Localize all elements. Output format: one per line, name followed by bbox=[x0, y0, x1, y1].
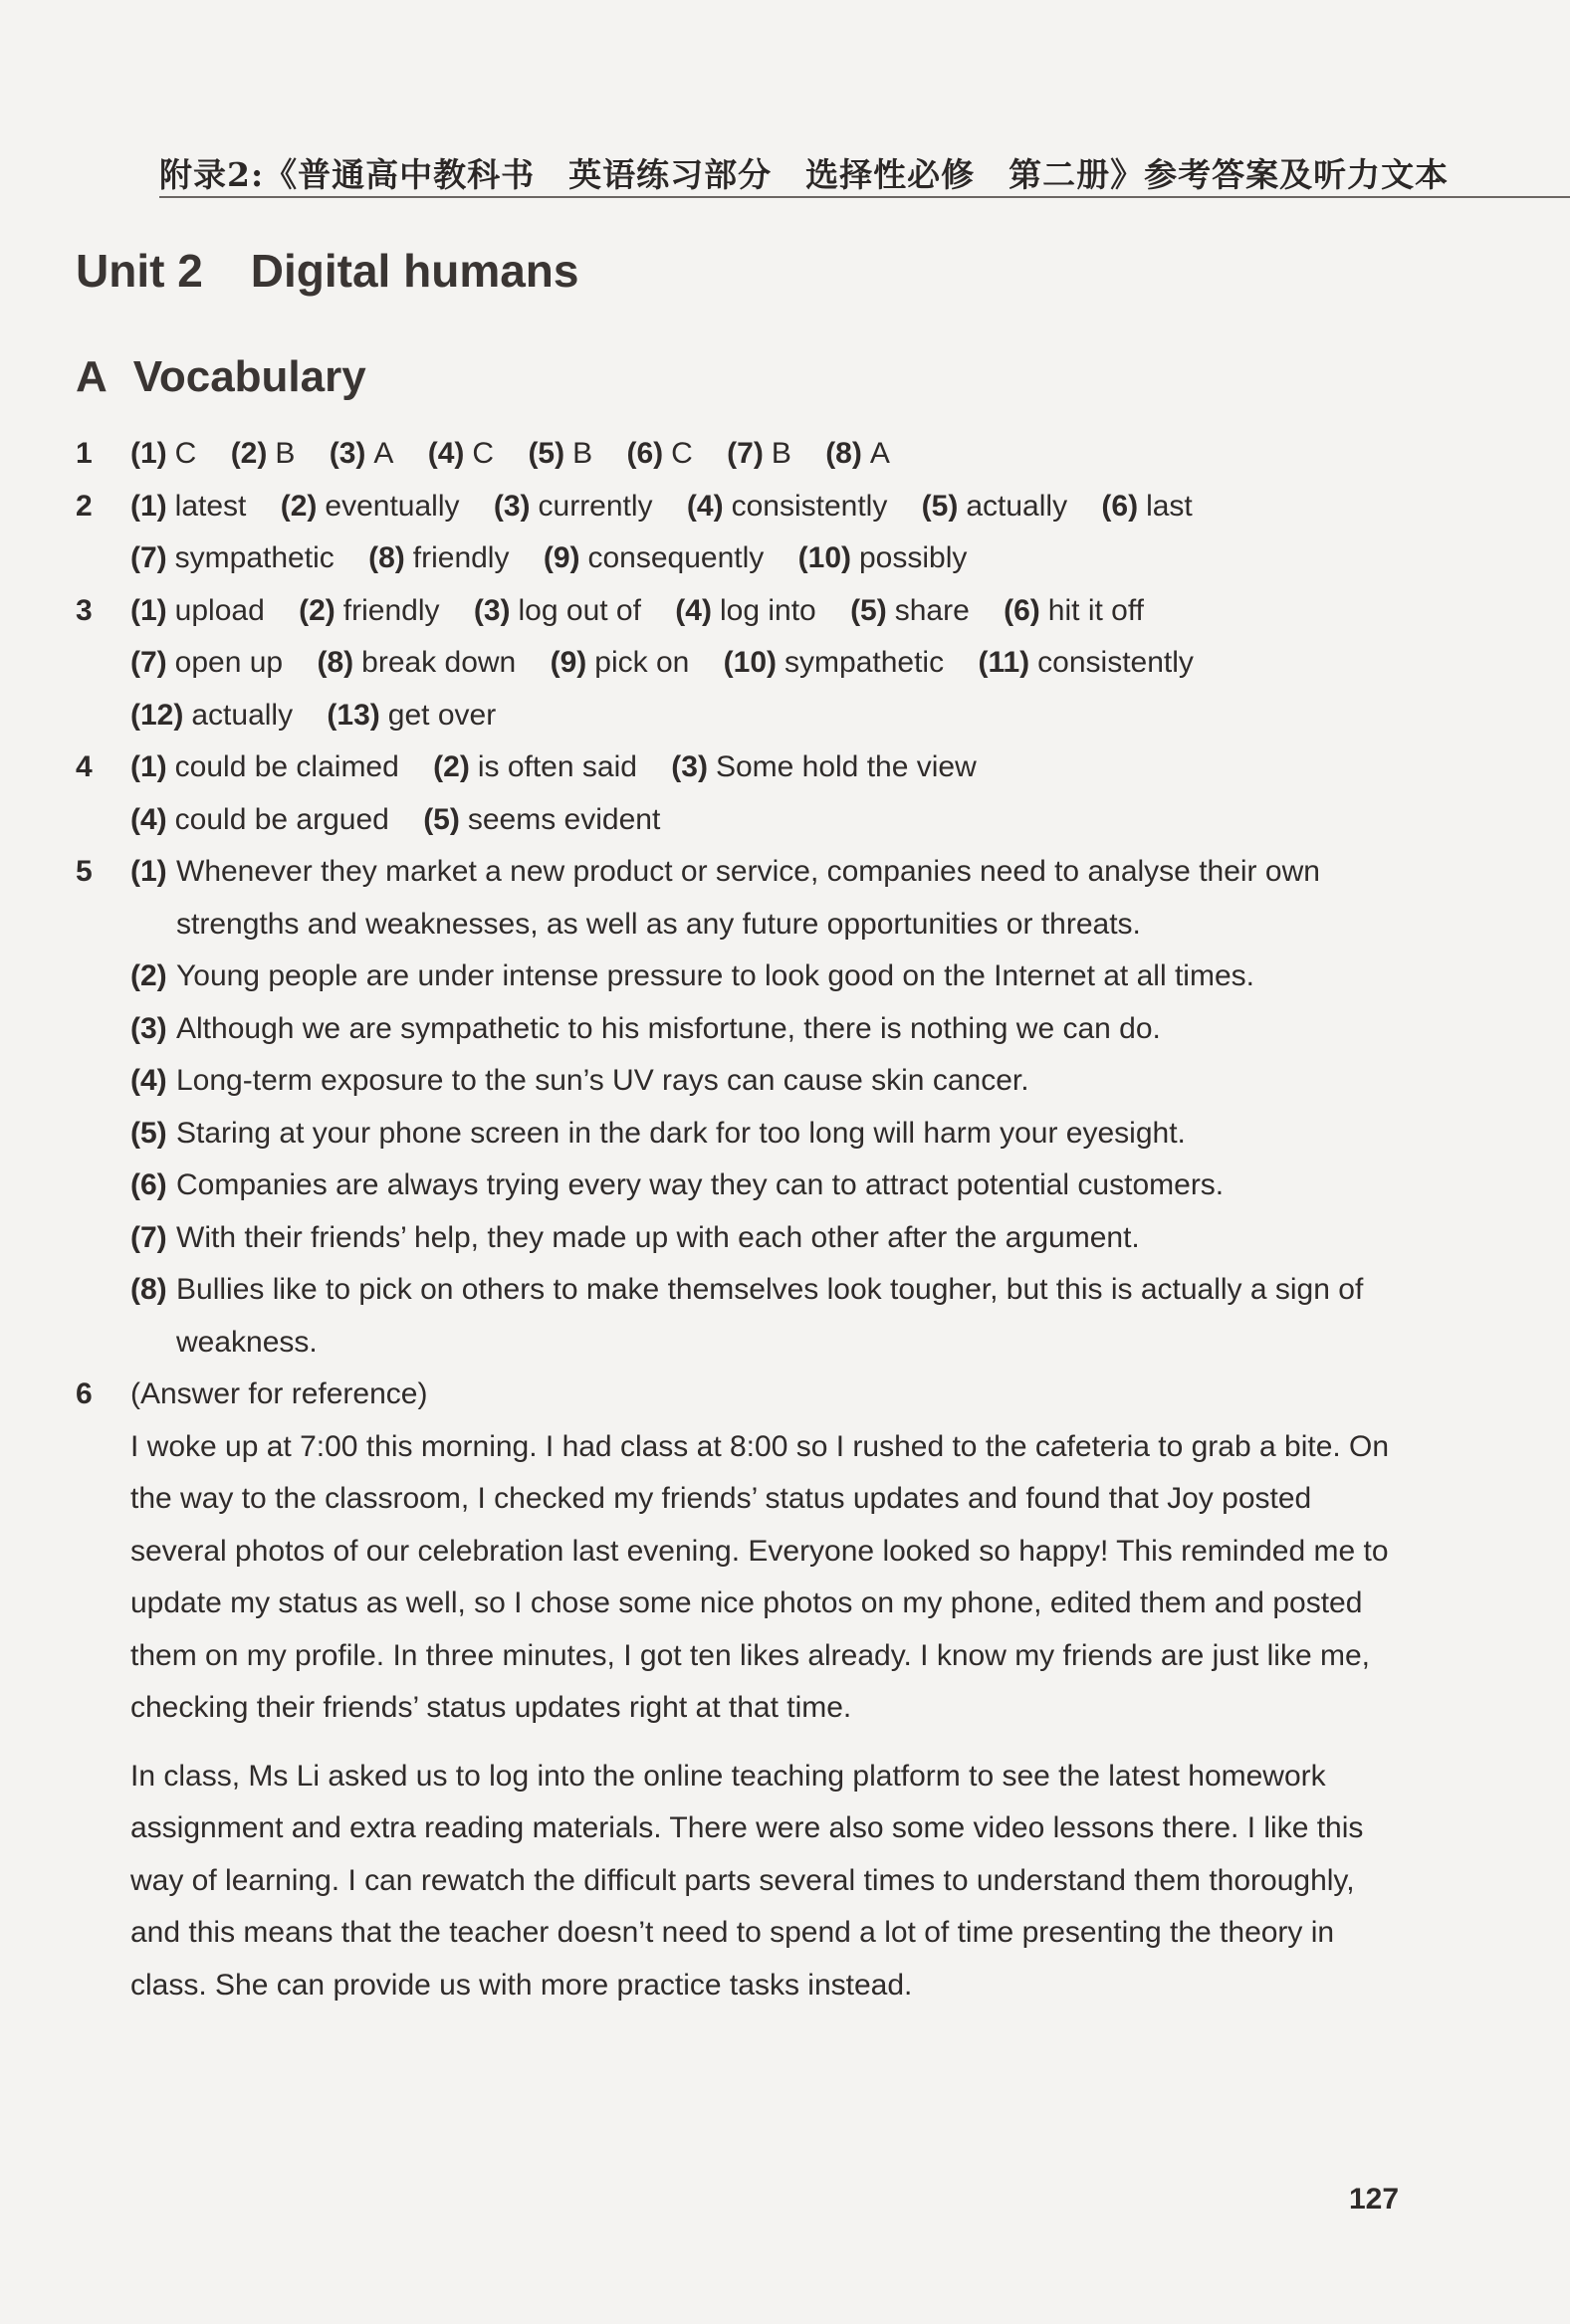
sentence-item: (3) Although we are sympathetic to his misfortune, there is nothing we can do. bbox=[130, 1011, 1161, 1045]
answer-item: (2) eventually bbox=[280, 489, 460, 523]
exercise-number: 6 bbox=[76, 1377, 93, 1410]
answer-item: (2) friendly bbox=[299, 593, 440, 627]
answer-item: (2) B bbox=[230, 437, 296, 470]
page-number: 127 bbox=[1349, 2183, 1400, 2216]
unit-name: Digital humans bbox=[250, 245, 579, 297]
exercise-number: 3 bbox=[76, 593, 93, 627]
answer-item: (4) consistently bbox=[686, 489, 888, 523]
answer-item: (3) A bbox=[329, 437, 394, 470]
sentence-item: (7) With their friends’ help, they made up with each other after the argument. bbox=[130, 1220, 1140, 1254]
exercise-4 bbox=[76, 741, 1410, 846]
answer-item: (9) pick on bbox=[550, 646, 690, 679]
sentence-item: (4) Long-term exposure to the sun’s UV rays can cause skin cancer. bbox=[130, 1064, 1029, 1097]
exercise-number: 5 bbox=[76, 855, 93, 888]
answer-item: (1) C bbox=[130, 437, 197, 470]
running-head: 附录2:《普通高中教科书 英语练习部分 选择性必修 第二册》参考答案及听力文本 bbox=[159, 155, 1450, 194]
answer-item: (3) log out of bbox=[473, 593, 641, 627]
section-name: Vocabulary bbox=[132, 352, 366, 401]
answer-item: (11) consistently bbox=[978, 646, 1194, 679]
answer-item: (4) log into bbox=[675, 593, 816, 627]
answer-item: (1) could be claimed bbox=[130, 750, 399, 783]
sentence-item: (5) Staring at your phone screen in the dark for too long will harm your eyesight. bbox=[130, 1116, 1186, 1150]
answer-paragraph: I woke up at 7:00 this morning. I had class at 8:00 so I rushed to the cafeteria to grab a bite. On the way to the classroom, I checked my friends’ status updates and found that Joy posted several photos of our celebration last evening. Everyone looked so happy! This reminded me to update my status as well, so I chose some nice photos on my phone, edited them and posted them on my profile. In three minutes, I got ten likes already. I know my friends are just like me, checking their friends’ status updates right at that time. bbox=[130, 1429, 1390, 1724]
sentence-item: (2) Young people are under intense pressure to look good on the Internet at all times. bbox=[130, 959, 1254, 992]
answer-item: (7) B bbox=[727, 437, 791, 470]
exercise-number: 1 bbox=[76, 437, 93, 470]
answer-item: (9) consequently bbox=[543, 541, 765, 574]
sentence-item: (8) Bullies like to pick on others to make themselves look tougher, but this is actually a sign of weakness. bbox=[130, 1273, 1364, 1359]
exercise-6 bbox=[76, 1369, 1410, 2011]
answer-item: (10) sympathetic bbox=[723, 646, 945, 679]
answer-item: (6) hit it off bbox=[1004, 593, 1144, 627]
exercise-2 bbox=[76, 481, 1410, 585]
answer-item: (3) Some hold the view bbox=[671, 750, 977, 783]
answer-item: (3) currently bbox=[493, 489, 653, 523]
answer-item: (5) B bbox=[528, 437, 593, 470]
answer-item: (13) get over bbox=[327, 698, 497, 732]
sentence-item: (1) Whenever they market a new product or service, companies need to analyse their own strengths and weaknesses, as well as any future opportunities or threats. bbox=[130, 855, 1320, 941]
answer-item: (8) A bbox=[825, 437, 890, 470]
answer-item: (6) C bbox=[626, 437, 693, 470]
exercise-5 bbox=[76, 846, 1410, 1369]
exercise-number: 4 bbox=[76, 750, 93, 783]
reference-note: (Answer for reference) bbox=[130, 1377, 428, 1410]
exercise-3 bbox=[76, 585, 1410, 742]
answer-item: (5) share bbox=[850, 593, 970, 627]
answer-body bbox=[76, 428, 1410, 2011]
answer-item: (1) upload bbox=[130, 593, 265, 627]
answer-item: (8) friendly bbox=[368, 541, 510, 574]
answer-item: (2) is often said bbox=[433, 750, 637, 783]
exercise-1 bbox=[76, 428, 1410, 481]
answer-item: (4) C bbox=[427, 437, 495, 470]
answer-item: (5) actually bbox=[921, 489, 1068, 523]
answer-item: (12) actually bbox=[130, 698, 294, 732]
section-letter: A bbox=[76, 352, 108, 401]
answer-item: (6) last bbox=[1101, 489, 1193, 523]
answer-item: (10) possibly bbox=[797, 541, 968, 574]
sentence-item: (6) Companies are always trying every way they can to attract potential customers. bbox=[130, 1168, 1225, 1201]
exercise-number: 2 bbox=[76, 489, 93, 523]
answer-item: (7) sympathetic bbox=[130, 541, 335, 574]
answer-paragraph: In class, Ms Li asked us to log into the online teaching platform to see the latest homework assignment and extra reading materials. There were also some video lessons there. I like this way of learning. I can rewatch the difficult parts several times to understand them thoroughly, and this means that the teacher doesn’t need to spend a lot of time presenting the theory in class. She can provide us with more practice tasks instead. bbox=[130, 1759, 1364, 2002]
header-rule bbox=[159, 196, 1570, 198]
unit-title bbox=[76, 244, 579, 298]
unit-number: Unit 2 bbox=[76, 245, 203, 297]
answer-item: (7) open up bbox=[130, 646, 284, 679]
answer-item: (1) latest bbox=[130, 489, 247, 523]
answer-item: (4) could be argued bbox=[130, 802, 389, 836]
answer-item: (5) seems evident bbox=[423, 802, 661, 836]
section-title bbox=[76, 352, 366, 402]
answer-item: (8) break down bbox=[317, 646, 517, 679]
